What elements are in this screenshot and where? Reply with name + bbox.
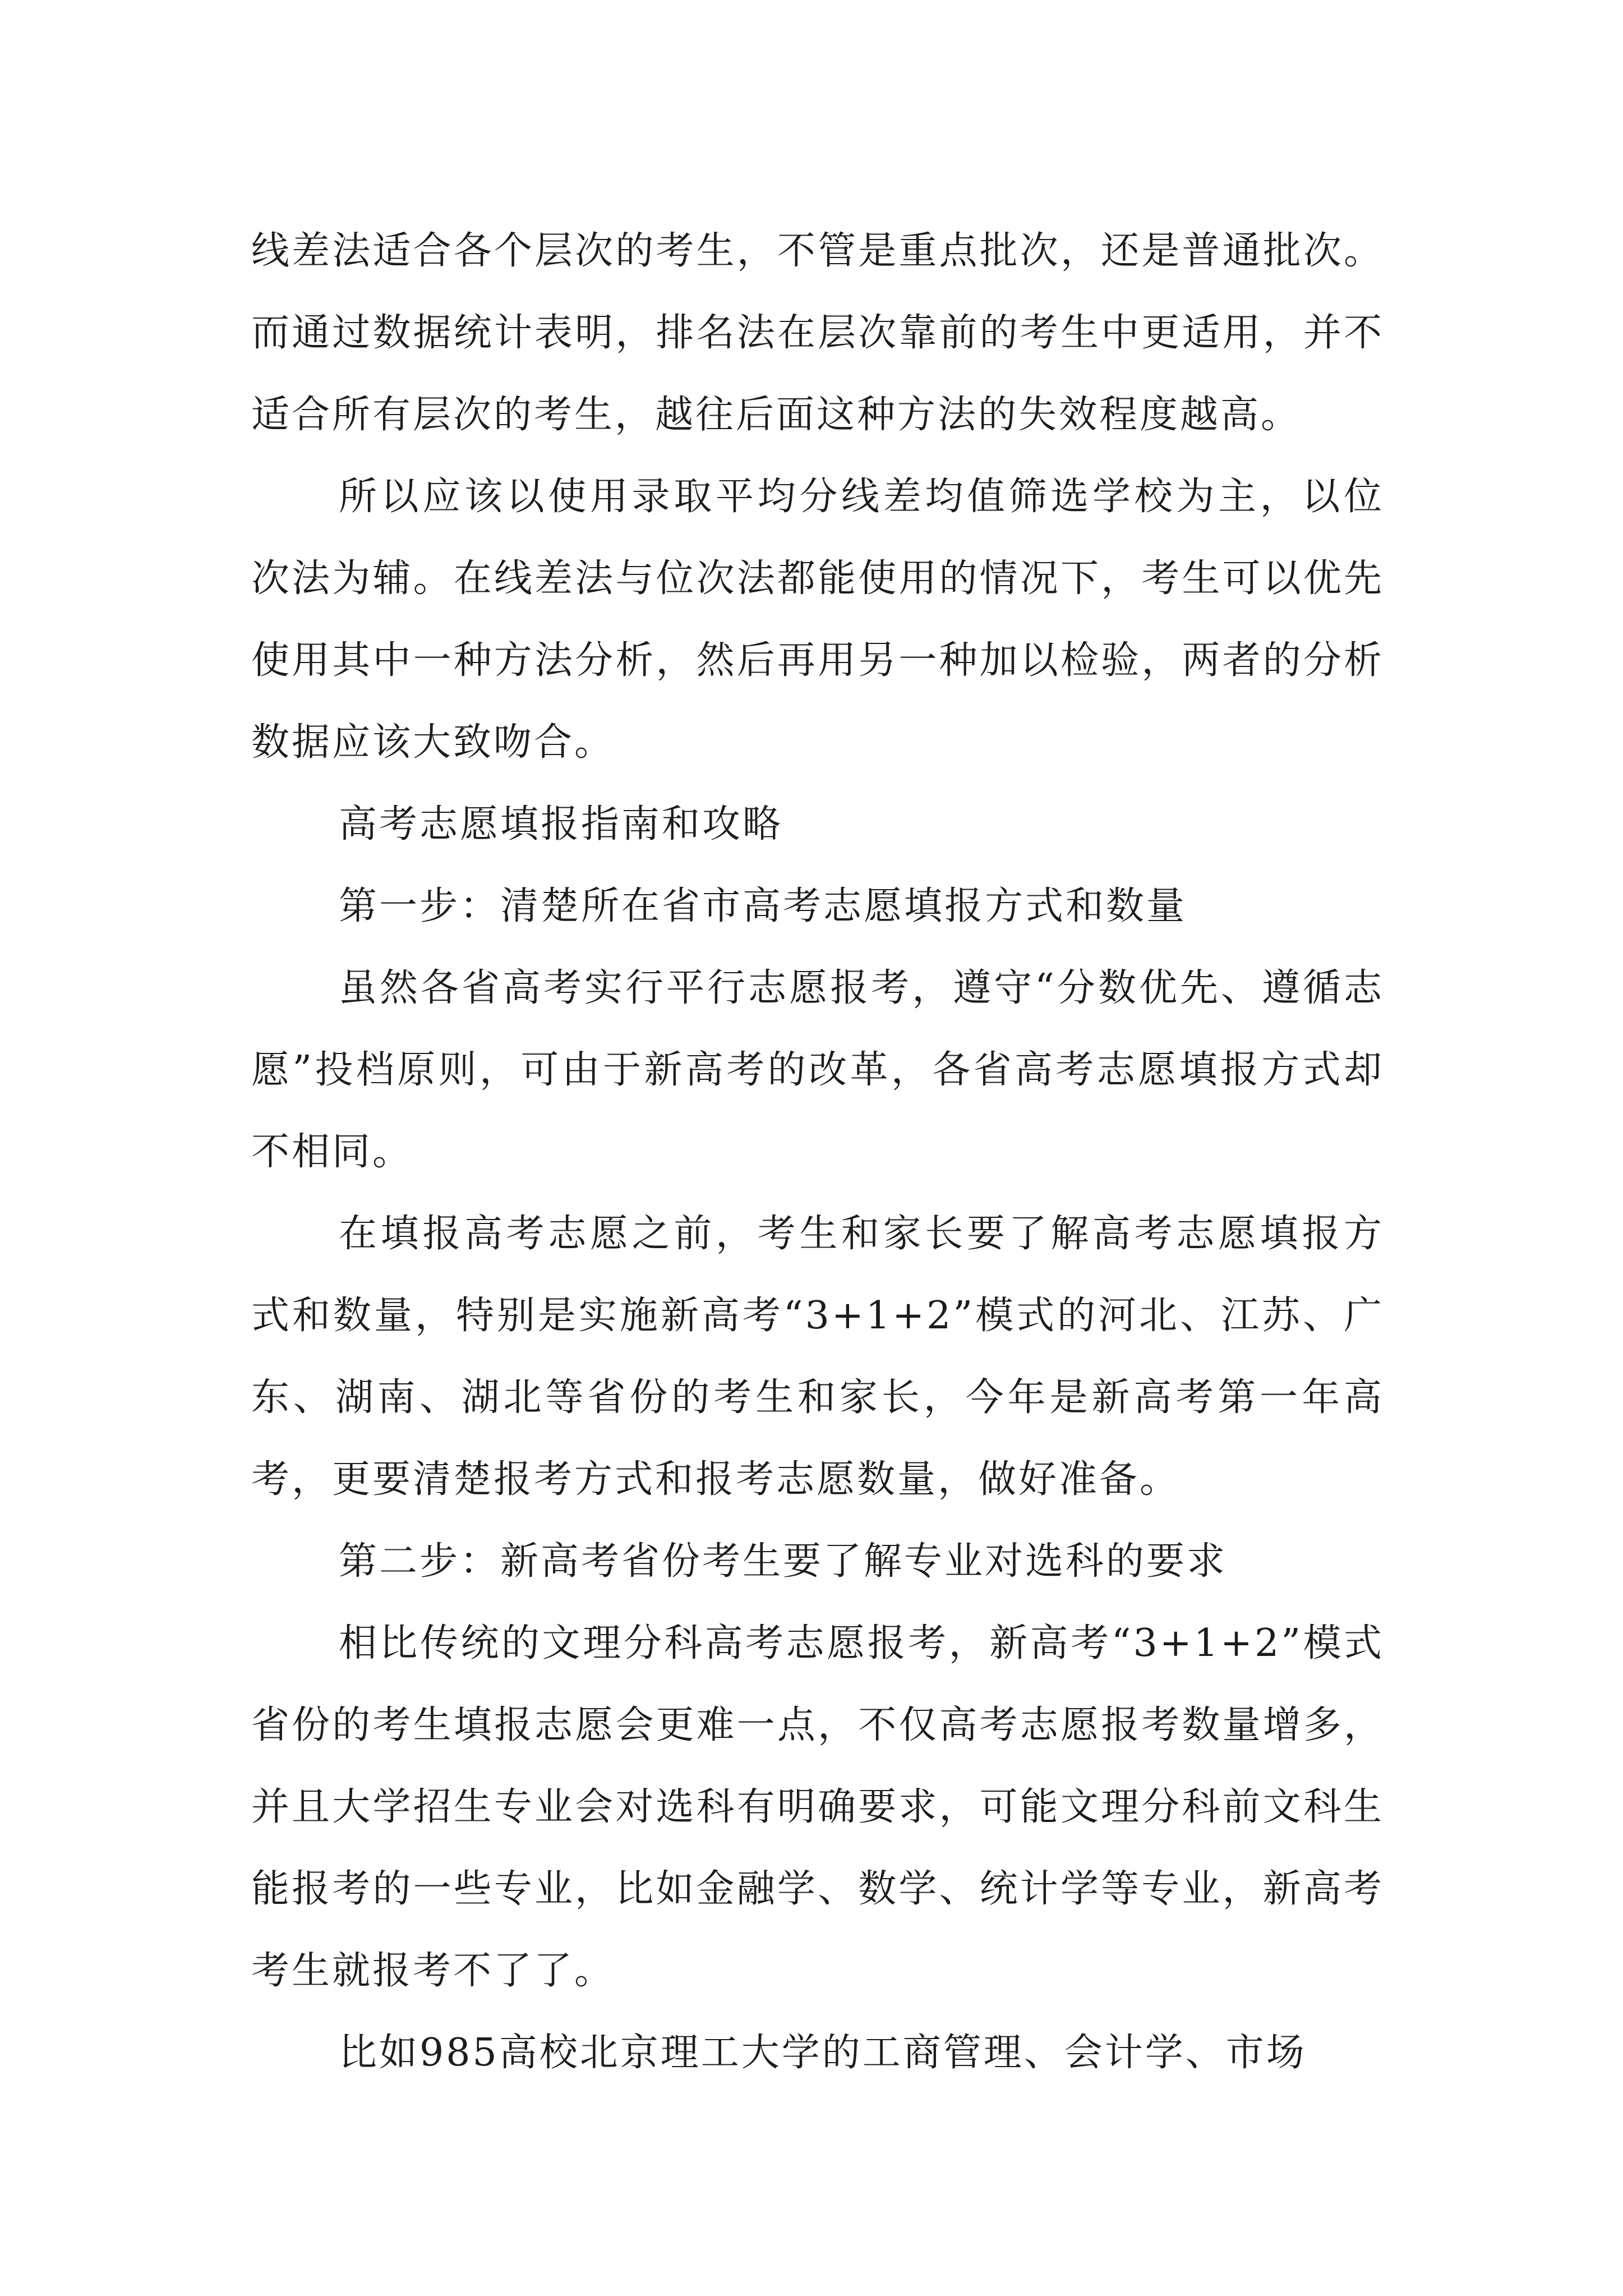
paragraph-continued: 线差法适合各个层次的考生，不管是重点批次，还是普通批次。而通过数据统计表明，排名法在层次靠前的考生中更适用，并不适合所有层次的考生，越往后面这种方法的失效程度越高。 [251, 229, 1384, 437]
step-one-heading: 第一步：清楚所在省市高考志愿填报方式和数量 [339, 884, 1187, 928]
section-heading-guide: 高考志愿填报指南和攻略 [339, 802, 783, 846]
document-body [251, 210, 1384, 2094]
step-two-heading: 第二步：新高考省份考生要了解专业对选科的要求 [339, 1539, 1228, 1584]
paragraph-subject-requirements: 相比传统的文理分科高考志愿报考，新高考“3+1+2”模式省份的考生填报志愿会更难一点，不仅高考志愿报考数量增多，并且大学招生专业会对选科有明确要求，可能文理分科前文科生能报考的一些专业，比如金融学、数学、统计学等专业，新高考考生就报考不了了。 [251, 1621, 1384, 1993]
paragraph-method-recommendation: 所以应该以使用录取平均分线差均值筛选学校为主，以位次法为辅。在线差法与位次法都能使用的情况下，考生可以优先使用其中一种方法分析，然后再用另一种加以检验，两者的分析数据应该大致吻合。 [251, 475, 1384, 765]
paragraph-example: 比如985高校北京理工大学的工商管理、会计学、市场 [339, 2031, 1307, 2075]
paragraph-filling-method: 在填报高考志愿之前，考生和家长要了解高考志愿填报方式和数量，特别是实施新高考“3+1+2”模式的河北、江苏、广东、湖南、湖北等省份的考生和家长，今年是新高考第一年高考，更要清楚报考方式和报考志愿数量，做好准备。 [251, 1212, 1384, 1502]
paragraph-parallel-volunteer: 虽然各省高考实行平行志愿报考，遵守“分数优先、遵循志愿”投档原则，可由于新高考的改革，各省高考志愿填报方式却不相同。 [251, 966, 1384, 1174]
